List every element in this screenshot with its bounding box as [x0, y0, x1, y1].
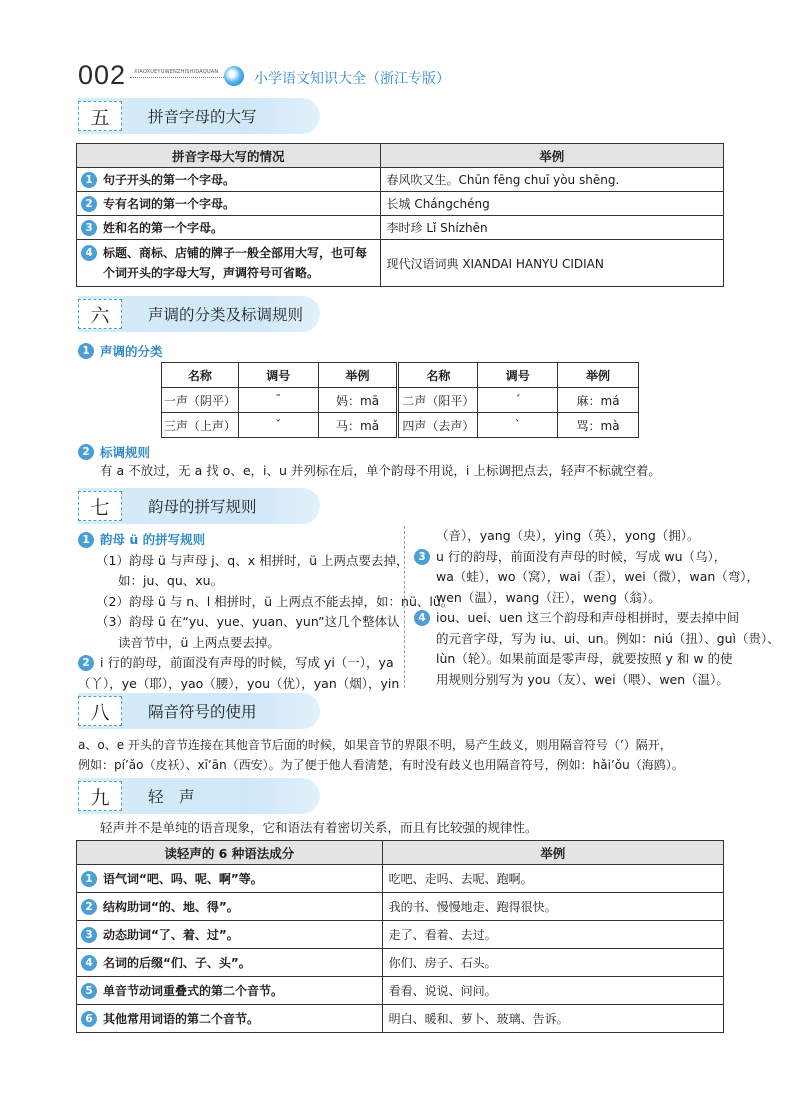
text-line: 如：ju、qu、xu。 [118, 573, 224, 588]
text-line: （丫），ye（耶），yao（腰），you（优），yan（烟），yin [78, 675, 400, 691]
rule-cell [77, 192, 381, 216]
finals-left-column [78, 530, 454, 694]
sub-heading-text: 标调规则 [100, 445, 151, 460]
example-cell: 李时珍 Lǐ Shízhēn [380, 216, 724, 240]
section-number: 五 [78, 101, 122, 131]
number-badge: 3 [81, 927, 97, 943]
column-header: 名称 [398, 363, 478, 388]
tone-cell: 骂：mà [558, 413, 639, 438]
example-cell: 明白、暖和、萝卜、玻璃、告诉。 [382, 1005, 723, 1033]
number-badge: 2 [78, 444, 94, 460]
number-badge: 6 [81, 1011, 97, 1027]
section-number: 八 [78, 696, 122, 726]
section-banner-7 [78, 488, 320, 524]
number-badge: 3 [81, 220, 97, 236]
column-header: 拼音字母大写的情况 [77, 144, 381, 168]
table-row [77, 921, 724, 949]
example-cell: 长城 Chángchéng [380, 192, 724, 216]
rule-cell [77, 949, 383, 977]
column-header: 读轻声的 6 种语法成分 [77, 841, 383, 865]
page-number: 002 [78, 60, 127, 90]
paragraph-text: iou、uei、uen 这三个韵母和声母相拼时，要去掉中间 [436, 610, 740, 625]
sub-heading-u-rules [78, 530, 396, 551]
table-header-row [77, 841, 724, 865]
text-line: wen（温），wang（汪），weng（翁）。 [436, 589, 661, 605]
text-line: lùn（轮）。如果前面是零声母，就要按照 y 和 w 的使 [436, 651, 733, 666]
table-row [77, 893, 724, 921]
text-line: （1）韵母 ü 与声母 j、q、x 相拼时，ü 上两点要去掉， [96, 552, 409, 568]
tone-mark-cell: ˋ [478, 413, 558, 438]
text-line: （音），yang（央），ying（英），yong（拥）。 [436, 528, 700, 543]
section-banner-5 [78, 98, 320, 134]
text-line: 用规则分别写为 you（友）、wei（喂）、wen（温）。 [436, 671, 729, 687]
number-badge: 2 [78, 655, 94, 671]
text-line: 的元音字母，写为 iu、ui、un。例如：niú（扭）、guì（贵）、 [436, 630, 780, 646]
text-line [78, 653, 396, 674]
table-row [77, 168, 724, 192]
example-cell: 走了、看着、去过。 [382, 921, 723, 949]
number-badge: 1 [78, 343, 94, 359]
pinyin-strip: XIAOXUEYUWENZHISHIDAQUAN [134, 69, 219, 75]
text-line: （2）韵母 ü 与 n、l 相拼时，ü 上两点不能去掉，如：nü、lü。 [96, 593, 454, 609]
tone-cell: 四声（去声） [398, 413, 478, 438]
text-line [414, 547, 734, 568]
number-badge: 3 [414, 549, 430, 565]
text-line: wa（蛙），wo（窝），wai（歪），wei（微），wan（弯）， [436, 569, 760, 584]
example-cell: 看看、说说、问问。 [382, 977, 723, 1005]
tone-cell: 马：mǎ [318, 413, 398, 438]
table-header-row [77, 144, 724, 168]
tone-mark-cell: ˉ [238, 388, 318, 413]
rule-text: 标题、商标、店铺的牌子一般全部用大写，也可每 [103, 246, 368, 260]
sub-heading-tone-rules [78, 443, 150, 461]
tone-mark-cell: ˇ [238, 413, 318, 438]
capital-letters-table [76, 143, 724, 287]
rule-text: 单音节动词重叠式的第二个音节。 [103, 984, 284, 998]
table-row [77, 977, 724, 1005]
example-cell: 我的书、慢慢地走、跑得很快。 [382, 893, 723, 921]
number-badge: 1 [81, 871, 97, 887]
rule-cell [77, 865, 383, 893]
tone-rule-text: 有 a 不放过，无 a 找 o、e，i、u 并列标在后，单个韵母不用说，i 上标调把点去，轻声不标就空着。 [100, 463, 661, 478]
sub-heading-tone-classes [78, 342, 163, 360]
rule-cell [77, 1005, 383, 1033]
apostrophe-text-line: 例如：pí’ǎo（皮袄）、xī’ān（西安）。为了便于他人看清楚，有时没有歧义也用隔音符号，例如：hǎi’ǒu（海鸥）。 [78, 758, 684, 772]
column-header: 举例 [380, 144, 724, 168]
text-line [414, 608, 740, 629]
number-badge: 4 [81, 955, 97, 971]
tone-cell: 三声（上声） [162, 413, 239, 438]
column-header: 举例 [382, 841, 723, 865]
rule-cell [77, 977, 383, 1005]
table-header-row [162, 363, 639, 388]
column-header: 举例 [318, 363, 398, 388]
neutral-intro: 轻声并不是单纯的语音现象，它和语法有着密切关系，而且有比较强的规律性。 [100, 820, 538, 835]
table-row [77, 192, 724, 216]
rule-cell [77, 921, 383, 949]
example-cell: 春风吹又生。Chūn fēng chuī yòu shēng. [380, 168, 724, 192]
rule-text: 姓和名的第一个字母。 [103, 221, 224, 235]
section-number: 九 [78, 781, 122, 811]
table-row [77, 1005, 724, 1033]
neutral-tone-table [76, 840, 724, 1033]
apostrophe-text-line: a、o、e 开头的音节连接在其他音节后面的时候，如果音节的界限不明，易产生歧义，则用隔音符号（’）隔开， [78, 738, 672, 752]
number-badge: 1 [81, 172, 97, 188]
column-divider [404, 526, 405, 688]
table-row [162, 388, 639, 413]
rule-text: 名词的后缀“们、子、头”。 [103, 956, 251, 970]
example-cell: 吃吧、走吗、去呢、跑啊。 [382, 865, 723, 893]
sub-heading-text: 韵母 ü 的拼写规则 [100, 532, 206, 547]
rule-text: 语气词“吧、吗、呢、啊”等。 [103, 872, 263, 886]
column-header: 举例 [558, 363, 639, 388]
column-header: 名称 [162, 363, 239, 388]
tone-cell: 二声（阳平） [398, 388, 478, 413]
section-title: 隔音符号的使用 [148, 703, 257, 721]
example-cell: 现代汉语词典 XIANDAI HANYU CIDIAN [380, 240, 724, 287]
column-header: 调号 [478, 363, 558, 388]
rule-text: 专有名词的第一个字母。 [103, 197, 236, 211]
book-title: 小学语文知识大全（浙江专版） [254, 71, 450, 87]
rule-cell [77, 240, 381, 287]
paragraph-text: i 行的韵母，前面没有声母的时候，写成 yi（一），ya [100, 655, 394, 670]
number-badge: 5 [81, 983, 97, 999]
section-title: 轻 声 [148, 788, 195, 806]
section-number: 七 [78, 491, 122, 521]
rule-text: 句子开头的第一个字母。 [103, 173, 236, 187]
table-row [162, 413, 639, 438]
section-title: 韵母的拼写规则 [148, 498, 257, 516]
text-line: （3）韵母 ü 在“yu、yue、yuan、yun”这几个整体认 [96, 614, 400, 629]
table-row [77, 949, 724, 977]
tone-cell: 麻：má [558, 388, 639, 413]
finals-right-column [414, 526, 780, 690]
number-badge: 2 [81, 196, 97, 212]
page-header [78, 60, 758, 92]
section-title: 声调的分类及标调规则 [148, 306, 304, 324]
rule-cell [77, 893, 383, 921]
section-banner-9 [78, 778, 320, 814]
rule-text: 其他常用词语的第二个音节。 [103, 1012, 260, 1026]
example-cell: 你们、房子、石头。 [382, 949, 723, 977]
paragraph-text: u 行的韵母，前面没有声母的时候，写成 wu（乌）， [436, 548, 727, 564]
column-header: 调号 [238, 363, 318, 388]
section-banner-8 [78, 693, 320, 729]
number-badge: 2 [81, 899, 97, 915]
table-row [77, 240, 724, 287]
tone-cell: 妈：mā [318, 388, 398, 413]
rule-text: 结构助词“的、地、得”。 [103, 900, 239, 914]
number-badge: 4 [414, 610, 430, 626]
tone-mark-cell: ˊ [478, 388, 558, 413]
rule-text: 个词开头的字母大写，声调符号可省略。 [103, 266, 320, 280]
table-row [77, 216, 724, 240]
section-banner-6 [78, 296, 320, 332]
text-line: 读音节中，ü 上两点要去掉。 [118, 634, 280, 650]
tone-table [161, 362, 639, 438]
rule-cell [77, 168, 381, 192]
sub-heading-text: 声调的分类 [100, 344, 163, 359]
rule-text: 动态助词“了、着、过”。 [103, 928, 239, 942]
rule-cell [77, 216, 381, 240]
section-title: 拼音字母的大写 [148, 108, 257, 126]
orb-icon [224, 66, 244, 86]
number-badge: 1 [78, 532, 94, 548]
number-badge: 4 [81, 245, 97, 261]
table-row [77, 865, 724, 893]
tone-cell: 一声（阴平） [162, 388, 239, 413]
section-number: 六 [78, 299, 122, 329]
